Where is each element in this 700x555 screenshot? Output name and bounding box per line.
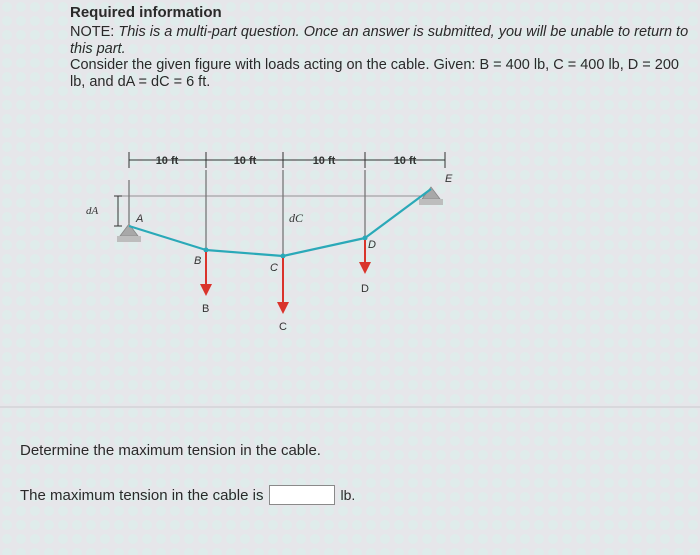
problem-body: Consider the given figure with loads acting on the cable. Given: B = 400 lb, C = 400 lb, D = 200 lb, and dA = dC = 6 ft. — [70, 57, 679, 90]
load-label-b: B — [202, 303, 210, 315]
spacing-label-ab: 10 ft — [155, 155, 179, 167]
cable — [129, 189, 431, 256]
load-label-d: D — [361, 283, 369, 295]
node-c — [281, 254, 286, 259]
answer-row — [20, 483, 355, 507]
load-arrow-b — [200, 252, 212, 296]
load-label-c: C — [279, 321, 287, 333]
spacing-label-cd: 10 ft — [312, 155, 336, 167]
point-label-b: B — [194, 255, 202, 267]
answer-unit: lb. — [340, 487, 356, 503]
question-text: Determine the maximum tension in the cable. — [20, 442, 321, 459]
problem-statement — [70, 24, 695, 90]
answer-label: The maximum tension in the cable is — [20, 486, 264, 504]
note-prefix: NOTE: — [70, 24, 119, 40]
point-label-c: C — [270, 262, 278, 274]
max-tension-input[interactable] — [269, 485, 335, 505]
note-warning: This is a multi-part question. Once an answer is submitted, you will be unable to return to this part. — [70, 24, 689, 57]
load-arrow-c — [277, 258, 289, 314]
cable-figure — [80, 140, 480, 340]
spacing-label-de: 10 ft — [393, 155, 417, 167]
spacing-label-bc: 10 ft — [233, 155, 257, 167]
point-label-d: D — [368, 239, 376, 251]
da-dimension — [114, 196, 122, 226]
page-title: Required information — [70, 4, 222, 21]
reference-lines — [129, 170, 365, 256]
node-d — [363, 236, 368, 241]
point-label-a: A — [136, 213, 144, 225]
dc-label: dC — [289, 211, 304, 225]
node-b — [204, 248, 209, 253]
da-label: dA — [86, 205, 99, 217]
point-label-e: E — [445, 173, 453, 185]
